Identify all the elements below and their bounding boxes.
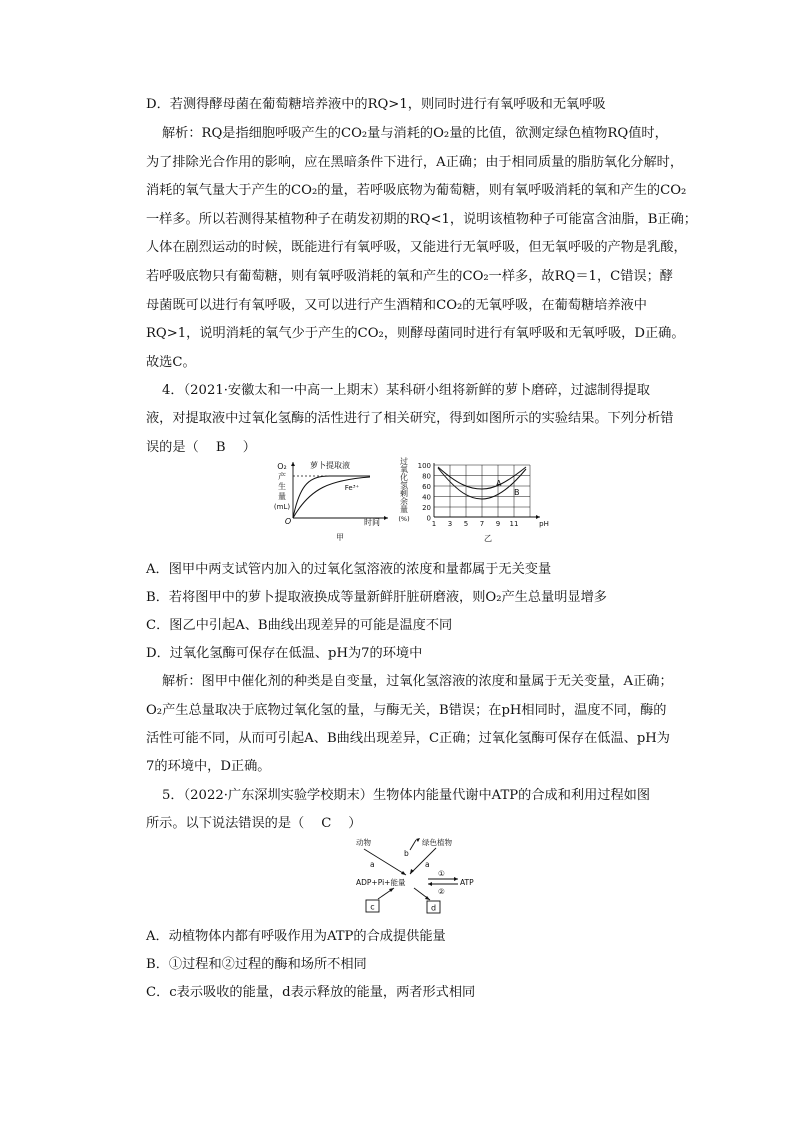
q4-option-a: A．图甲中两支试管内加入的过氧化氢溶液的浓度和量都属于无关变量 xyxy=(146,562,552,577)
q3-analysis-line: 解析：RQ是指细胞呼吸产生的CO₂量与消耗的O₂量的比值，欲测定绿色植物RQ值时， xyxy=(162,126,668,141)
q4-stem-line: 4．（2021·安徽太和一中高一上期末）某科研小组将新鲜的萝卜磨碎，过滤制得提取 xyxy=(162,383,650,398)
fig-atp-arrow-1-head xyxy=(454,877,458,881)
fig-yi-ylabel: 化 xyxy=(400,473,408,482)
figure-jia xyxy=(270,458,410,544)
q4-option-b: B．若将图甲中的萝卜提取液换成等量新鲜肝脏研磨液，则O₂产生总量明显增多 xyxy=(146,590,607,605)
fig-atp-plant: 绿色植物 xyxy=(422,838,452,847)
fig-yi-ytick: 60 xyxy=(422,483,431,491)
fig-atp-a1: a xyxy=(370,860,375,869)
fig-yi-ylabel: 量 xyxy=(400,505,408,514)
fig-atp-arrow-a2-head xyxy=(410,869,414,874)
q3-analysis-line: 一样多。所以若测得某植物种子在萌发初期的RQ<1，说明该植物种子可能富含油脂，B正确； xyxy=(146,212,697,227)
fig-atp-animal: 动物 xyxy=(356,838,371,847)
q4-paren-close: ） xyxy=(242,440,256,455)
fig-jia-xlabel: 时间 xyxy=(364,518,380,527)
fig-yi-ylabel: 过 xyxy=(400,457,408,466)
fig-atp-arrow-2-head xyxy=(428,882,432,886)
fig-yi-caption: 乙 xyxy=(484,534,492,543)
q3-analysis-line: 若呼吸底物只有葡萄糖，则有氧呼吸消耗的氧和产生的CO₂一样多，故RQ＝1，C错误；酵 xyxy=(146,269,673,284)
fig-atp-arrow-a2 xyxy=(410,848,436,874)
fig-jia-y-arrow xyxy=(291,462,295,466)
fig-jia-ylabel: O₂ xyxy=(277,462,287,471)
q4-answer: B xyxy=(215,440,226,455)
fig-atp-arrow-a1-head xyxy=(401,871,406,875)
fig-jia-curve1-label: 萝卜提取液 xyxy=(310,461,350,470)
fig-jia-ylabel: 生 xyxy=(278,482,286,491)
fig-atp-c: c xyxy=(370,902,375,912)
q4-analysis-line: 活性可能不同，从而可引起A、B曲线出现差异，C正确；过氧化氢酶可保存在低温、pH为 xyxy=(146,731,670,746)
fig-yi-xtick: 9 xyxy=(495,520,501,528)
fig-atp-left: ADP+Pi+能量 xyxy=(356,878,406,887)
fig-atp-process1: ① xyxy=(438,869,445,878)
q3-analysis-line: 人体在剧烈运动的时候，既能进行有氧呼吸，又能进行无氧呼吸，但无氧呼吸的产物是乳酸， xyxy=(146,240,687,255)
fig-jia-origin: O xyxy=(284,517,292,526)
fig-atp-right: ATP xyxy=(460,878,474,887)
fig-atp-d: d xyxy=(430,903,437,913)
fig-atp-process2: ② xyxy=(438,887,445,896)
q5-stem-last xyxy=(146,815,361,833)
fig-yi-ylabel: (%) xyxy=(398,515,410,523)
fig-yi-xtick: 3 xyxy=(447,520,453,528)
q5-answer: C xyxy=(321,816,332,831)
q3-option-d: D．若测得酵母菌在葡萄糖培养液中的RQ>1，则同时进行有氧呼吸和无氧呼吸 xyxy=(146,97,606,112)
fig-jia-caption: 甲 xyxy=(336,533,344,542)
fig-atp-arrow-b xyxy=(410,840,416,850)
figure-atp-cycle xyxy=(340,834,490,916)
fig-yi-xtick: 1 xyxy=(431,520,437,528)
fig-yi-ylabel: 氧 xyxy=(400,465,408,474)
fig-jia-curve-radish xyxy=(293,476,370,518)
q5-stem-prefix: 所示。以下说法错误的是（ xyxy=(146,816,305,831)
fig-yi-xtick: 7 xyxy=(479,520,485,528)
fig-yi-ytick: 100 xyxy=(417,462,431,470)
q3-analysis-line: RQ>1，说明消耗的氧气少于产生的CO₂，则酵母菌同时进行有氧呼吸和无氧呼吸，D正确。 xyxy=(146,326,685,341)
fig-yi-xtick: 11 xyxy=(509,520,519,528)
fig-yi-ytick: 40 xyxy=(422,493,431,502)
fig-yi-ylabel: 剩 xyxy=(400,489,408,498)
q5-option-c: C．c表示吸收的能量，d表示释放的能量，两者形式相同 xyxy=(146,985,476,1000)
q4-option-c: C．图乙中引起A、B曲线出现差异的可能是温度不同 xyxy=(146,618,453,633)
q5-option-a: A．动植物体内都有呼吸作用为ATP的合成提供能量 xyxy=(146,929,446,944)
fig-yi-ytick: 0 xyxy=(426,514,431,523)
fig-yi-x-arrow xyxy=(536,515,540,519)
fig-atp-a2: a xyxy=(425,860,430,869)
fig-jia-curve2-label: Fe³⁺ xyxy=(344,484,360,492)
q3-analysis-line: 母菌既可以进行有氧呼吸，又可以进行产生酒精和CO₂的无氧呼吸，在葡萄糖培养液中 xyxy=(146,298,647,313)
fig-jia-x-arrow xyxy=(384,516,388,520)
q4-analysis-line: O₂产生总量取决于底物过氧化氢的量，与酶无关，B错误；在pH相同时，温度不同，酶的 xyxy=(146,703,667,718)
fig-yi-xtick: 5 xyxy=(463,520,469,528)
fig-atp-arrow-b-head xyxy=(416,838,420,842)
q4-stem-last xyxy=(146,439,256,457)
q5-option-b: B．①过程和②过程的酶和场所不相同 xyxy=(146,957,367,972)
fig-yi-ytick: 80 xyxy=(422,472,431,481)
q5-paren-close: ） xyxy=(348,816,362,831)
q5-stem-line: 5．（2022·广东深圳实验学校期末）生物体内能量代谢中ATP的合成和利用过程如图 xyxy=(162,788,651,803)
fig-yi-ylabel: 余 xyxy=(400,497,408,506)
q4-stem-prefix: 误的是（ xyxy=(146,440,199,455)
fig-yi-ytick: 20 xyxy=(422,504,431,512)
q3-analysis-line: 故选C。 xyxy=(146,355,196,370)
fig-atp-b: b xyxy=(404,849,409,858)
fig-yi-ylabel: 氢 xyxy=(400,481,408,490)
figure-yi xyxy=(398,455,558,547)
fig-jia-ylabel: (mL) xyxy=(273,503,291,511)
q4-analysis-line: 解析：图甲中催化剂的种类是自变量，过氧化氢溶液的浓度和量属于无关变量，A正确； xyxy=(162,674,673,689)
fig-jia-ylabel: 量 xyxy=(278,492,286,501)
fig-jia-ylabel: 产 xyxy=(278,472,286,481)
q3-analysis-line: 消耗的氧气量大于产生的CO₂的量，若呼吸底物为葡萄糖，则有氧呼吸消耗的氧和产生的CO₂ xyxy=(146,183,687,198)
q4-option-d: D．过氧化氢酶可保存在低温、pH为7的环境中 xyxy=(146,646,423,661)
fig-yi-label-a: A xyxy=(496,479,502,488)
fig-yi-label-b: B xyxy=(514,488,520,497)
fig-yi-xunit: pH xyxy=(539,520,549,528)
q4-stem-line: 液，对提取液中过氧化氢酶的活性进行了相关研究，得到如图所示的实验结果。下列分析错 xyxy=(146,411,674,426)
q4-analysis-line: 7的环境中，D正确。 xyxy=(146,759,271,774)
q3-analysis-line: 为了排除光合作用的影响，应在黑暗条件下进行，A正确；由于相同质量的脂肪氧化分解时， xyxy=(146,155,684,170)
